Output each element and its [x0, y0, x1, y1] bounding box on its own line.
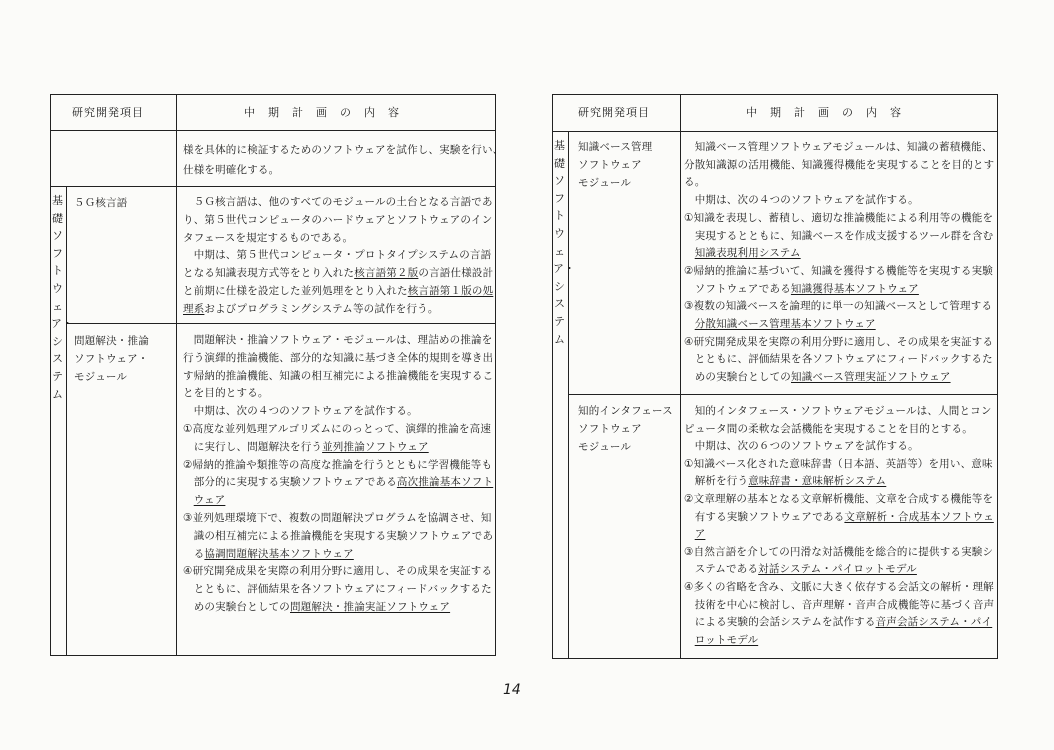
text-segment: と前期に仕様を設定した並列処理をとり入れた	[183, 285, 408, 297]
underlined-term: 知識獲得基本ソフトウェア	[790, 282, 919, 295]
text-line	[183, 195, 493, 209]
left-row-divider	[66, 323, 496, 324]
text-segment	[684, 634, 695, 646]
text-line	[183, 333, 492, 347]
text-segment: とともに、評価結果を各ソフトウェアにフィードバックするた	[684, 353, 993, 366]
text-line	[684, 404, 992, 418]
text-line	[183, 266, 493, 280]
text-segment: めの実験台としての	[684, 371, 791, 384]
text-line: モジュール	[74, 370, 128, 383]
underlined-term: 知識表現利用システム	[694, 247, 801, 260]
left-header-content: 中期計画の内容	[244, 106, 412, 119]
text-line	[183, 511, 492, 525]
text-line: 知識ベース管理	[578, 141, 653, 153]
text-segment: ②帰納的推論に基づいて、知識を獲得する機能等を実現する実験	[684, 264, 994, 277]
text-segment: 解析を行う	[684, 475, 749, 488]
text-segment: 知識ベース管理ソフトウェアモジュールは、知識の蓄積機能、	[684, 141, 993, 153]
text-line	[183, 213, 492, 227]
text-line	[684, 282, 919, 296]
underlined-term: 文章解析・合成基本ソフトウェ	[844, 510, 994, 523]
underlined-term: 知識ベース管理実証ソフトウェア	[791, 371, 951, 384]
text-segment: ④研究開発成果を実際の利用分野に適用し、その成果を実証する	[183, 565, 493, 578]
text-segment: 識の相互補完による推論機能を実現する実験ソフトウェアであ	[183, 529, 494, 542]
underlined-term: 分散知識ベース管理基本ソフトウェア	[694, 318, 876, 330]
text-segment: ②文章理解の基本となる文章解析機能、文章を合成する機能等を	[684, 493, 994, 505]
text-line	[183, 369, 493, 383]
right-category-label: 基礎ソフトウェア・システム	[553, 139, 575, 346]
text-line	[684, 545, 993, 559]
text-segment: タフェースを規定するものである。	[183, 231, 354, 244]
right-column-divider	[680, 94, 681, 659]
left-intro-divider	[50, 186, 496, 187]
text-segment: 実現するとともに、知識ベースを作成支援するツール群を含む	[684, 229, 994, 242]
text-line	[684, 352, 993, 366]
right-header-content: 中期計画の内容	[746, 106, 914, 119]
text-segment: 中期は、次の４つのソフトウェアを試作する。	[684, 194, 919, 207]
text-segment: 分散知識源の活用機能、知識獲得機能を実現することを目的とす	[684, 158, 995, 171]
text-line	[684, 264, 993, 278]
text-segment: ５Ｇ核言語は、他のすべてのモジュールの土台となる言語であ	[183, 196, 493, 208]
text-segment: る	[183, 547, 205, 560]
text-segment: ③複数の知識ベースを論理的に単一の知識ベースとして管理する	[684, 300, 993, 313]
text-segment: となる知識表現方式等をとり入れた	[183, 267, 355, 280]
text-line	[684, 335, 993, 349]
underlined-term: 対話システム・パイロットモデル	[758, 563, 917, 576]
text-segment: ④多くの省略を含み、文脈に大きく依存する会話文の解析・理解	[684, 581, 994, 593]
text-segment: 中期は、第５世代コンピュータ・プロトタイプシステムの言語	[183, 249, 492, 262]
text-segment: ピュータ間の柔軟な会話機能を実現することを目的とする。	[684, 422, 973, 435]
text-line: 知的インタフェース	[578, 405, 673, 417]
text-segment: ①知識を表現し、蓄積し、適切な推論機能による利用等の機能を	[684, 211, 994, 224]
text-line	[684, 422, 973, 436]
text-line	[684, 158, 994, 172]
text-segment: ④研究開発成果を実際の利用分野に適用し、その成果を実証する	[684, 335, 994, 348]
text-segment: る。	[684, 176, 706, 189]
right-header-divider	[552, 131, 998, 132]
text-line: 仕様を明確化する。	[183, 163, 280, 176]
text-segment: ソフトウェアである	[684, 282, 791, 295]
text-line: 問題解決・推論	[74, 335, 149, 347]
text-segment	[684, 318, 695, 330]
right-row-divider	[568, 394, 998, 395]
text-segment: 有する実験ソフトウェアである	[684, 510, 845, 523]
text-segment	[684, 247, 695, 259]
text-line	[684, 633, 758, 647]
text-line	[183, 248, 491, 262]
text-segment: に実行し、問題解決を行う	[183, 440, 323, 453]
text-line	[684, 193, 919, 207]
text-line	[183, 231, 353, 245]
text-line	[684, 317, 876, 331]
underlined-term: 並列推論ソフトウェア	[322, 440, 429, 453]
left-category-divider	[66, 186, 67, 656]
underlined-term: ウェア	[193, 494, 226, 507]
text-line	[684, 457, 993, 471]
underlined-term: 音声会話システム・パイ	[875, 616, 993, 629]
text-line	[183, 386, 269, 400]
text-line	[684, 246, 801, 260]
text-line: ソフトウェア	[578, 158, 642, 171]
left-row1-item: ５Ｇ核言語	[74, 197, 128, 209]
text-segment: 問題解決・推論ソフトウェア・モジュールは、理詰めの推論を	[183, 334, 493, 346]
text-segment: 技術を中心に検討し、音声理解・音声合成機能等に基づく音声	[684, 598, 995, 611]
underlined-term: 協調問題解決基本ソフトウェア	[204, 547, 354, 560]
text-line	[183, 529, 493, 543]
underlined-term: 問題解決・推論実証ソフトウェア	[290, 601, 451, 613]
text-line	[684, 474, 886, 488]
text-segment: す帰納的推論機能、知識の相互補完による推論機能を実現するこ	[183, 369, 494, 382]
text-line	[183, 404, 418, 418]
text-line	[684, 510, 994, 524]
text-segment	[684, 528, 695, 540]
text-segment: ③並列処理環境下で、複数の問題解決プログラムを協調させ、知	[183, 512, 492, 524]
text-line	[183, 475, 493, 489]
text-line	[183, 582, 492, 596]
text-line	[183, 351, 493, 365]
text-line	[684, 299, 992, 313]
text-line: ソフトウェア	[578, 422, 642, 435]
text-segment: ②帰納的推論や類推等の高度な推論を行うとともに学習機能等も	[183, 458, 493, 471]
left-column-divider	[176, 94, 177, 656]
text-segment: による実験的会話システムを試作する	[684, 616, 876, 629]
text-line	[684, 140, 993, 154]
text-line	[183, 422, 491, 436]
underlined-term: ロットモデル	[694, 633, 759, 646]
text-line	[684, 598, 994, 612]
text-segment: ステムである	[684, 563, 759, 576]
text-line	[684, 562, 917, 576]
text-segment: 知的インタフェース・ソフトウェアモジュールは、人間とコン	[684, 405, 992, 417]
text-segment: とともに、評価結果を各ソフトウェアにフィードバックするた	[183, 583, 492, 596]
page-number: 14	[503, 682, 521, 698]
text-line: モジュール	[578, 440, 632, 453]
text-segment: ③自然言語を介しての円滑な対話機能を総合的に提供する実験シ	[684, 545, 994, 558]
underlined-term: 意味辞書・意味解析システム	[748, 475, 887, 488]
text-line	[183, 564, 492, 578]
text-line	[684, 175, 705, 189]
text-line	[684, 439, 919, 453]
text-line: モジュール	[578, 176, 632, 189]
text-line	[684, 211, 993, 225]
text-line	[183, 600, 450, 614]
text-segment: ①高度な並列処理アルゴリズムにのっとって、演繹的推論を高速	[183, 423, 492, 435]
text-line: ソフトウェア・	[74, 352, 149, 365]
text-line	[684, 229, 993, 243]
text-segment: とを目的とする。	[183, 387, 269, 400]
text-segment: およびプログラミングシステム等の試作を行う。	[204, 302, 439, 315]
text-line	[183, 284, 493, 298]
text-line	[183, 493, 225, 507]
underlined-term: 核言語第２版	[354, 267, 419, 280]
underlined-term: 核言語第１版の処	[407, 285, 494, 297]
text-line	[684, 370, 951, 384]
left-header-item: 研究開発項目	[72, 106, 144, 119]
right-category-divider	[568, 131, 569, 659]
text-line	[183, 458, 492, 472]
text-line	[684, 580, 994, 594]
text-segment: 中期は、次の６つのソフトウェアを試作する。	[684, 440, 919, 453]
text-line	[684, 615, 992, 629]
text-segment: り、第５世代コンピュータのハードウェアとソフトウェアのイン	[183, 213, 493, 226]
text-segment: の言語仕様設計	[418, 267, 494, 280]
underlined-term: 理系	[183, 302, 205, 315]
text-segment	[183, 494, 194, 506]
text-line	[684, 492, 993, 506]
text-segment: ①知識ベース化された意味辞書（日本語、英語等）を用い、意味	[684, 457, 993, 470]
text-segment: 中期は、次の４つのソフトウェアを試作する。	[183, 405, 418, 418]
left-category-label: 基礎ソフトウェア・システム	[51, 194, 73, 401]
text-segment: 行う演繹的推論機能、部分的な知識に基づき全体的規則を導き出	[183, 351, 494, 364]
underlined-term: ア	[694, 528, 706, 541]
right-header-item: 研究開発項目	[578, 106, 650, 119]
text-segment: 部分的に実現する実験ソフトウェアである	[183, 476, 397, 489]
text-line	[183, 440, 429, 454]
text-line	[183, 302, 439, 316]
left-header-divider	[50, 130, 496, 131]
text-line: 様を具体的に検証するためのソフトウェアを試作し、実験を行い、	[183, 144, 504, 156]
text-line	[684, 527, 705, 541]
text-segment: めの実験台としての	[183, 601, 290, 613]
text-line	[183, 547, 354, 561]
underlined-term: 高次推論基本ソフト	[396, 476, 494, 489]
